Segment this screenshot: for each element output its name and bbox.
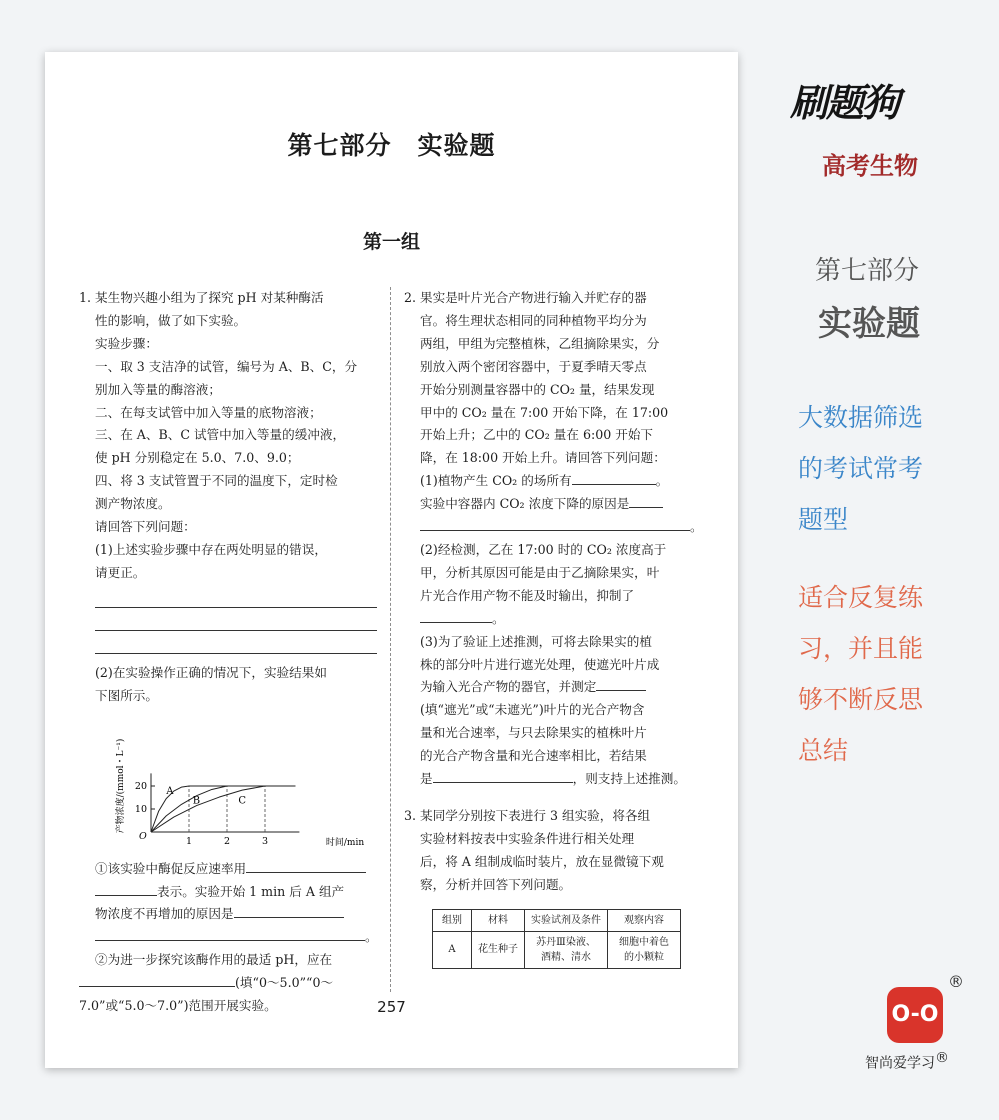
q2-line: 开始上升；乙中的 CO₂ 量在 6:00 开始下	[420, 427, 654, 443]
q1-line: 实验步骤：	[95, 335, 158, 351]
q2-line: 官。将生理状态相同的同种植物平均分为	[420, 312, 647, 328]
page-number: 257	[377, 998, 406, 1016]
q2-part3-line7	[404, 768, 702, 791]
orange-line: 够不断反思	[798, 685, 924, 714]
answer-blank[interactable]	[95, 881, 157, 896]
y-tick-label: 10	[134, 803, 147, 815]
series-label: B	[192, 794, 201, 806]
brand-subtitle: 高考生物	[822, 152, 918, 180]
sidebar-blue-text	[798, 392, 923, 545]
q1-part2a-line2	[79, 881, 377, 904]
answer-blank[interactable]	[79, 972, 235, 987]
q2-line: 降，在 18:00 开始上升。请回答下列问题：	[420, 450, 666, 466]
orange-line: 适合反复练	[798, 583, 924, 612]
answer-blank[interactable]	[420, 516, 690, 531]
q2-line: 开始分别测量容器中的 CO₂ 量，结果发现	[420, 381, 655, 397]
table-cell-line: 酒精、清水	[541, 951, 591, 963]
q1-part2a-line3	[79, 903, 377, 926]
q2-part3-text: ，则支持上述推测。	[572, 771, 686, 787]
q1-line: (1)上述实验步骤中存在两处明显的错误，	[95, 541, 327, 557]
answer-blank[interactable]	[572, 470, 656, 485]
q2-part1-text: (1)植物产生 CO₂ 的场所有	[420, 473, 572, 489]
answer-blank[interactable]	[596, 676, 646, 691]
q2-part3-line3	[404, 676, 702, 699]
q3-line: 3. 某同学分别按下表进行 3 组实验，将各组	[404, 807, 651, 823]
registered-mark: ®	[935, 1050, 949, 1066]
q2-part1-end: 。	[690, 519, 703, 535]
blue-line: 大数据筛选	[798, 403, 924, 432]
q3-line: 后，将 A 组制成临时装片，放在显微镜下观	[420, 853, 664, 869]
q1-line: 别加入等量的酶溶液；	[95, 381, 221, 397]
q2-line: 别放入两个密闭容器中，于夏季晴天零点	[420, 358, 647, 374]
answer-blank[interactable]	[629, 493, 663, 508]
table-cell: A	[433, 931, 472, 968]
q1-part2a-line4	[79, 926, 377, 949]
chart-svg	[107, 708, 367, 858]
q1-line: 二、在每支试管中加入等量的底物溶液；	[95, 404, 322, 420]
table-header-cell: 组别	[433, 909, 472, 931]
x-tick-label: 1	[185, 835, 193, 847]
q1-part2-line: (2)在实验操作正确的情况下，实验结果如	[95, 664, 327, 680]
q2-part1-line2	[404, 493, 702, 516]
q2-part3-text: 是	[420, 771, 433, 787]
q2-part1-line1	[404, 470, 702, 493]
answer-line	[95, 631, 377, 654]
x-tick-label: 3	[261, 835, 269, 847]
sidebar-part-title: 实验题	[818, 304, 920, 344]
x-axis-label: 时间/min	[325, 837, 365, 848]
x-tick-label: 2	[223, 835, 231, 847]
q1-line: 测产物浓度。	[95, 496, 171, 512]
q2-line: 2. 果实是叶片光合产物进行输入并贮存的器	[404, 290, 647, 305]
table-row	[433, 931, 681, 968]
table-cell-line: 细胞中着色	[619, 936, 669, 948]
table-cell	[525, 931, 608, 968]
q2-part2-line: 片光合作用产物不能及时输出，抑制了	[420, 587, 635, 603]
q2-part1-end: 。	[655, 473, 669, 489]
q2-part2-line: (2)经检测，乙在 17:00 时的 CO₂ 浓度高于	[420, 541, 667, 557]
q1-part2a-text: 表示。实验开始 1 min 后 A 组产	[157, 883, 345, 899]
q1-part2a-text: 物浓度不再增加的原因是	[95, 906, 234, 922]
q2-line: 两组，甲组为完整植株，乙组摘除果实，分	[420, 335, 660, 351]
answer-blank[interactable]	[246, 858, 366, 873]
q2-part3-line: (3)为了验证上述推测，可将去除果实的植	[420, 633, 652, 649]
table-header-cell: 观察内容	[608, 909, 681, 931]
q1-line: 三、在 A、B、C 试管中加入等量的缓冲液，	[95, 427, 346, 443]
enzyme-chart	[107, 708, 377, 858]
q2-part1-line3	[404, 516, 702, 539]
table-cell: 花生种子	[472, 931, 525, 968]
q1-part2b-line1: ②为进一步探究该酶作用的最适 pH，应在	[95, 952, 333, 968]
q2-part2-line4	[404, 608, 702, 631]
app-logo-text	[865, 1050, 949, 1073]
q2-part3-line: 株的部分叶片进行遮光处理，使遮光叶片成	[420, 656, 660, 672]
app-logo-icon: O-O	[887, 987, 943, 1043]
q2-line: 甲中的 CO₂ 量在 7:00 开始下降，在 17:00	[420, 404, 669, 420]
answer-blank[interactable]	[420, 608, 492, 623]
brand-logo: 刷题狗	[790, 81, 899, 125]
right-column	[404, 287, 702, 969]
table-cell	[608, 931, 681, 968]
sidebar-orange-text	[798, 572, 923, 776]
group-heading: 第一组	[362, 231, 420, 253]
answer-line	[95, 608, 377, 631]
q1-part2a-end: 。	[365, 929, 378, 945]
blue-line: 题型	[798, 505, 849, 534]
q1-part2-line: 下图所示。	[95, 687, 158, 703]
q1-line: 四、将 3 支试管置于不同的温度下，定时检	[95, 473, 338, 489]
answer-line	[95, 585, 377, 608]
q1-part2a-line1	[79, 858, 377, 881]
table-header-row	[433, 909, 681, 931]
orange-line: 习，并且能	[798, 634, 924, 663]
q1-part2b-text: (填“0～5.0”“0～	[235, 975, 334, 991]
sidebar-part: 第七部分	[815, 256, 920, 286]
q2-part3-line: 量和光合速率，与只去除果实的植株叶片	[420, 725, 647, 741]
q1-line: 使 pH 分别稳定在 5.0、7.0、9.0；	[95, 450, 300, 466]
series-label: A	[166, 785, 174, 797]
q3-line: 实验材料按表中实验条件进行相关处理	[420, 830, 635, 846]
q2-part3-line: 的光合产物含量和光合速率相比，若结果	[420, 748, 647, 764]
q1-line: 1. 某生物兴趣小组为了探究 pH 对某种酶活	[79, 290, 324, 305]
y-axis-label: 产物浓度/(mmol・L⁻¹)	[116, 738, 126, 833]
q3-line: 察，分析并回答下列问题。	[420, 876, 572, 892]
q2-part1-text: 实验中容器内 CO₂ 浓度下降的原因是	[420, 496, 630, 512]
origin-label: O	[139, 830, 147, 842]
logo-name: 智尚爱学习	[865, 1055, 935, 1072]
q1-part2b-line2	[79, 972, 377, 995]
y-tick-label: 20	[134, 780, 147, 792]
q2-part3-line: (填“遮光”或“未遮光”)叶片的光合产物含	[420, 702, 645, 718]
q1-line: 请回答下列问题：	[95, 519, 196, 535]
q1-line: 请更正。	[95, 564, 146, 580]
table-header-cell: 实验试剂及条件	[525, 909, 608, 931]
table-header-cell: 材料	[472, 909, 525, 931]
left-column	[79, 287, 377, 1018]
answer-blank[interactable]	[95, 926, 365, 941]
q1-line: 性的影响，做了如下实验。	[95, 312, 247, 328]
q1-line: 一、取 3 支洁净的试管，编号为 A、B、C，分	[95, 358, 358, 374]
answer-blank[interactable]	[433, 768, 573, 783]
q1-part2b-line3: 7.0”或“5.0～7.0”)范围开展实验。	[79, 998, 277, 1014]
registered-mark: ®	[948, 972, 964, 991]
document-page	[45, 52, 738, 1068]
answer-blank[interactable]	[234, 903, 344, 918]
table-cell-line: 苏丹Ⅲ染液、	[536, 936, 596, 948]
q2-part2-end: 。	[492, 610, 505, 626]
column-divider	[390, 287, 391, 992]
q2-part2-line: 甲，分析其原因可能是由于乙摘除果实，叶	[420, 564, 660, 580]
series-label: C	[238, 794, 247, 806]
page-title: 第七部分 实验题	[287, 131, 496, 160]
q2-part3-text: 为输入光合产物的器官，并测定	[420, 679, 597, 695]
blue-line: 的考试常考	[798, 454, 924, 483]
table-cell-line: 的小颗粒	[624, 951, 664, 963]
orange-line: 总结	[798, 736, 849, 765]
q1-part2a-text: ①该实验中酶促反应速率用	[95, 860, 247, 876]
experiment-table	[432, 909, 681, 969]
